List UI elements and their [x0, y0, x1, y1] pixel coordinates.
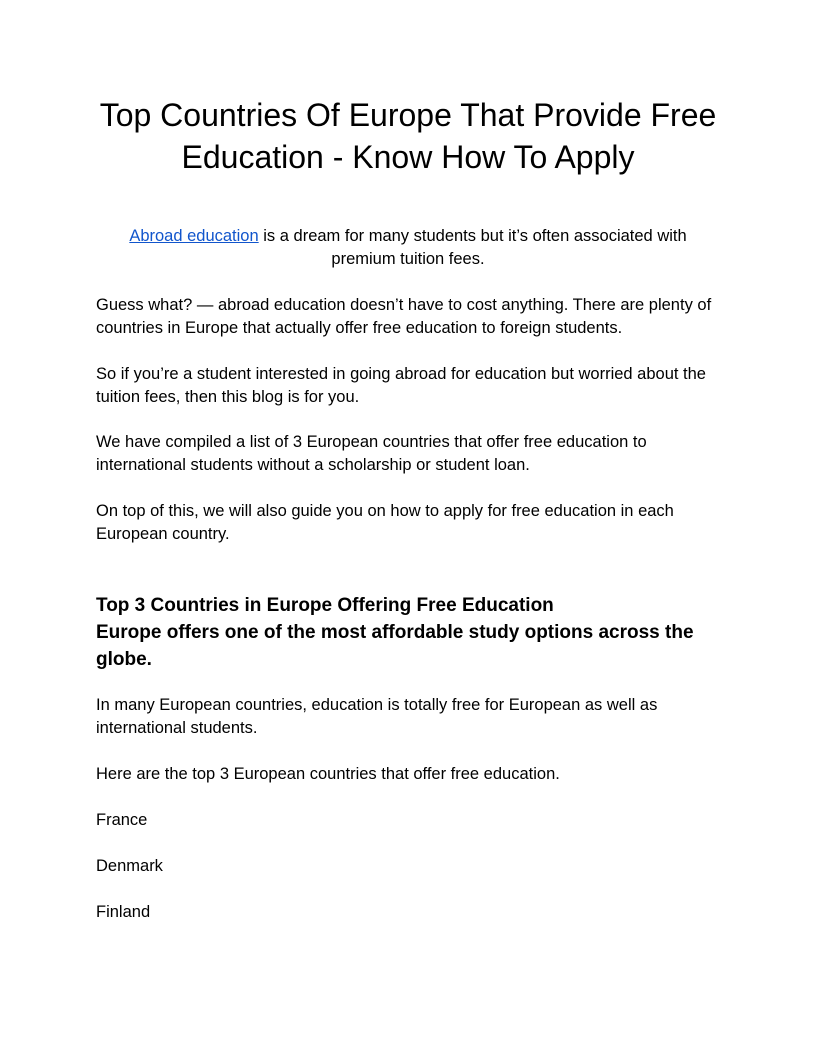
section-subheading: Europe offers one of the most affordable study options across the globe. [96, 622, 694, 670]
paragraph-student-interested: So if you’re a student interested in going abroad for education but worried about the tuition fees, then this blog is for you. [96, 365, 706, 406]
country-item-denmark: Denmark [96, 857, 163, 875]
intro-paragraph [96, 225, 720, 271]
paragraph-how-to-apply: On top of this, we will also guide you on how to apply for free education in each European country. [96, 502, 674, 543]
section-heading-block [96, 592, 720, 673]
document-title: Top Countries Of Europe That Provide Free Education - Know How To Apply [99, 97, 717, 175]
intro-text: is a dream for many students but it’s often associated with premium tuition fees. [258, 227, 687, 268]
abroad-education-link[interactable]: Abroad education [129, 227, 259, 245]
country-item-france: France [96, 811, 148, 829]
paragraph-education-free: In many European countries, education is totally free for European as well as international students. [96, 696, 658, 737]
paragraph-guess-what: Guess what? — abroad education doesn’t have to cost anything. There are plenty of countries in Europe that actually offer free education to foreign students. [96, 296, 712, 337]
section-heading: Top 3 Countries in Europe Offering Free Education [96, 595, 554, 616]
paragraph-top-3-intro: Here are the top 3 European countries that offer free education. [96, 765, 560, 783]
paragraph-compiled-list: We have compiled a list of 3 European countries that offer free education to international students without a scholarship or student loan. [96, 433, 647, 474]
country-item-finland: Finland [96, 903, 151, 921]
